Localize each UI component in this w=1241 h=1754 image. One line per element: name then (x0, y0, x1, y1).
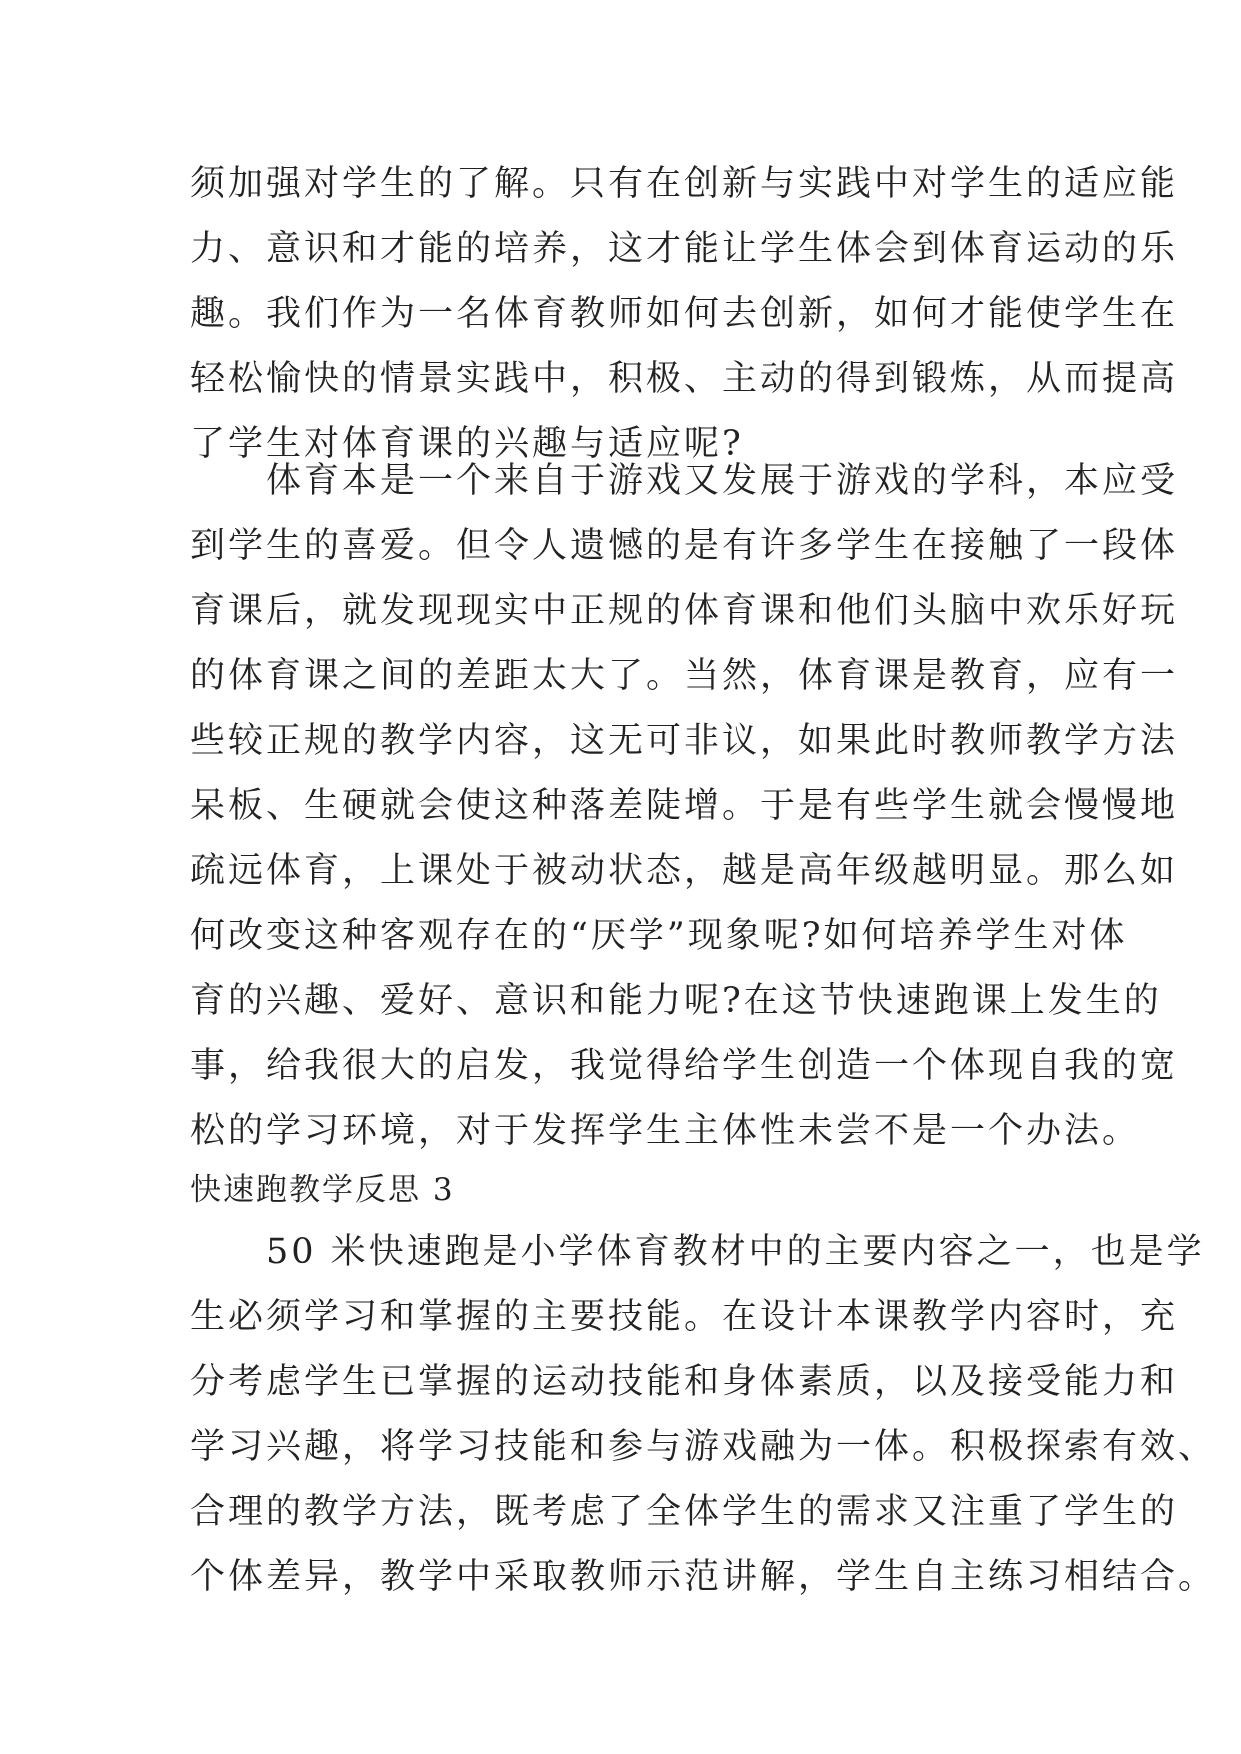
paragraph-line: 学习兴趣，将学习技能和参与游戏融为一体。积极探索有效、 (190, 1427, 1217, 1467)
paragraph-line: 些较正规的教学内容，这无可非议，如果此时教师教学方法 (190, 721, 1179, 761)
paragraph-line: 趣。我们作为一名体育教师如何去创新，如何才能使学生在 (190, 294, 1179, 334)
paragraph-line: 呆板、生硬就会使这种落差陡增。于是有些学生就会慢慢地 (190, 786, 1179, 826)
paragraph-line: 的体育课之间的差距太大了。当然，体育课是教育，应有一 (190, 656, 1179, 696)
paragraph-3 (190, 1220, 1217, 1610)
paragraph-1 (190, 152, 1179, 477)
paragraph-line: 了学生对体育课的兴趣与适应呢? (190, 424, 744, 464)
paragraph-line: 事，给我很大的启发，我觉得给学生创造一个体现自我的宽 (190, 1046, 1179, 1086)
paragraph-line: 力、意识和才能的培养，这才能让学生体会到体育运动的乐 (190, 229, 1179, 269)
paragraph-line: 个体差异，教学中采取教师示范讲解，学生自主练习相结合。 (190, 1557, 1217, 1597)
paragraph-line: 育的兴趣、爱好、意识和能力呢?在这节快速跑课上发生的 (190, 981, 1162, 1021)
paragraph-2 (190, 449, 1179, 1164)
paragraph-line: 育课后，就发现现实中正规的体育课和他们头脑中欢乐好玩 (190, 591, 1179, 631)
paragraph-line: 到学生的喜爱。但令人遗憾的是有许多学生在接触了一段体 (190, 526, 1179, 566)
paragraph-line: 疏远体育，上课处于被动状态，越是高年级越明显。那么如 (190, 851, 1179, 891)
paragraph-line: 松的学习环境，对于发挥学生主体性未尝不是一个办法。 (190, 1111, 1141, 1151)
paragraph-line: 何改变这种客观存在的“厌学”现象呢?如何培养学生对体 (190, 916, 1128, 956)
paragraph-line: 体育本是一个来自于游戏又发展于游戏的学科，本应受 (190, 461, 1179, 501)
section-heading: 快速跑教学反思 3 (190, 1172, 455, 1208)
paragraph-line: 50 米快速跑是小学体育教材中的主要内容之一，也是学 (190, 1232, 1205, 1272)
paragraph-line: 轻松愉快的情景实践中，积极、主动的得到锻炼，从而提高 (190, 359, 1179, 399)
paragraph-line: 须加强对学生的了解。只有在创新与实践中对学生的适应能 (190, 164, 1179, 204)
paragraph-line: 生必须学习和掌握的主要技能。在设计本课教学内容时，充 (190, 1297, 1179, 1337)
paragraph-line: 分考虑学生已掌握的运动技能和身体素质，以及接受能力和 (190, 1362, 1179, 1402)
paragraph-line: 合理的教学方法，既考虑了全体学生的需求又注重了学生的 (190, 1492, 1179, 1532)
